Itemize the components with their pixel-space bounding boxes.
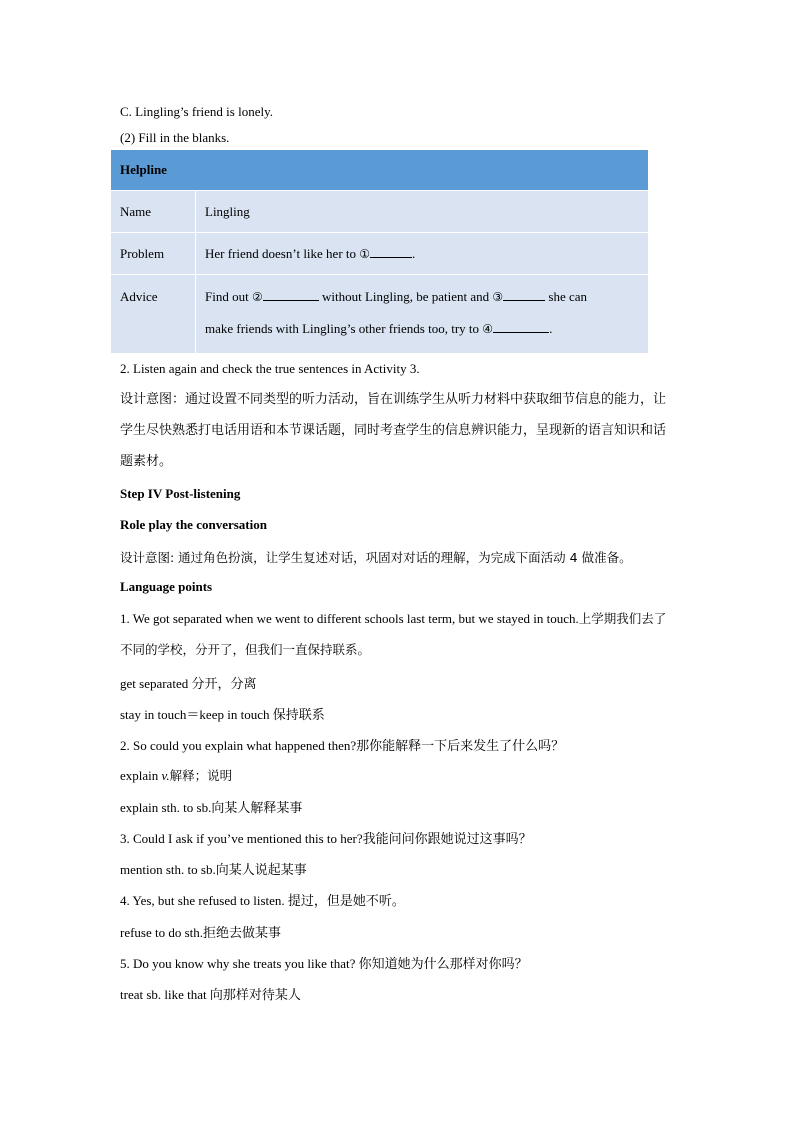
language-points-heading: Language points [120,579,213,594]
table-header-row [111,150,649,191]
row-label: Advice [111,275,196,354]
blank-marker-3: ③ [492,290,504,304]
row-label: Name [111,191,196,233]
step-heading: Step IV Post-listening [120,486,241,501]
row-value: Lingling [196,191,649,233]
blank-marker-2: ② [251,290,263,304]
language-point-4-a: refuse to do sth.拒绝去做某事 [120,925,282,940]
listen-again-instruction: 2. Listen again and check the true sentences in Activity 3. [120,361,420,376]
blank-1[interactable] [370,245,412,258]
blank-4[interactable] [493,320,549,333]
row-label: Problem [111,233,196,275]
language-point-5-a: treat sb. like that 向那样对待某人 [120,987,301,1002]
table-row [111,275,649,354]
language-point-2-a: explain v.解释；说明 [120,768,233,783]
language-point-5: 5. Do you know why she treats you like that? 你知道她为什么那样对你吗？ [120,956,528,971]
language-point-1: 1. We got separated when we went to different schools last term, but we stayed in touch.上学期我们去了不同的学校，分开了，但我们一直保持联系。 [120,611,667,657]
design-intent-paragraph-2: 设计意图: 通过角色扮演，让学生复述对话，巩固对对话的理解，为完成下面活动 4 做准备。 [120,550,632,565]
table-row [111,191,649,233]
language-point-4: 4. Yes, but she refused to listen. 提过，但是她不听。 [120,893,405,908]
language-point-1-a: get separated 分开，分离 [120,676,257,691]
row-value: Find out ② without Lingling, be patient and ③ she can make friends with Lingling’s other friends too, try to ④ . [196,275,649,354]
helpline-table [110,149,649,354]
language-point-2-b: explain sth. to sb.向某人解释某事 [120,800,303,815]
option-c: C. Lingling’s friend is lonely. [120,104,273,119]
language-point-1-b: stay in touch＝keep in touch 保持联系 [120,707,325,722]
row-value: Her friend doesn’t like her to ① . [196,233,649,275]
blank-marker-1: ① [359,247,371,261]
blank-3[interactable] [503,288,545,301]
table-row [111,233,649,275]
language-point-3-a: mention sth. to sb.向某人说起某事 [120,862,307,877]
blank-2[interactable] [263,288,319,301]
design-intent-paragraph-1: 设计意图：通过设置不同类型的听力活动，旨在训练学生从听力材料中获取细节信息的能力，让学生尽快熟悉打电话用语和本节课话题，同时考查学生的信息辨识能力，呈现新的语言知识和话题素材。 [120,392,667,469]
fill-blanks-instruction: (2) Fill in the blanks. [120,130,230,145]
role-play-heading: Role play the conversation [120,517,267,532]
table-header: Helpline [111,150,649,191]
language-point-3: 3. Could I ask if you’ve mentioned this to her?我能问问你跟她说过这事吗？ [120,831,532,846]
blank-marker-4: ④ [482,322,494,336]
language-point-2: 2. So could you explain what happened then?那你能解释一下后来发生了什么吗？ [120,738,565,753]
